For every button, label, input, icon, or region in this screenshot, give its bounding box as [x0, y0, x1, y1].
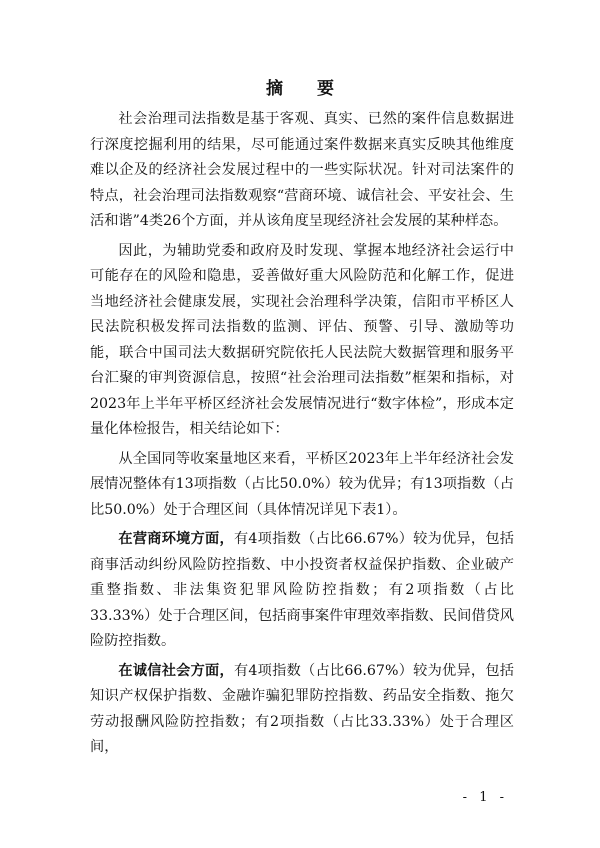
paragraph-3: [90, 447, 514, 524]
page-number: - 1 -: [462, 790, 508, 805]
paragraph-5-text: 有4项指数（占比66.67%）较为优异，包括知识产权保护指数、金融诈骗犯罪防控指数、药品安全指数、拖欠劳动报酬风险防控指数；有2项指数（占比33.33%）处于合理区间，: [90, 662, 514, 755]
paragraph-5: [90, 659, 514, 761]
paragraph-5-lead: 在诚信社会方面，: [118, 662, 234, 679]
paragraph-1-text: 社会治理司法指数是基于客观、真实、已然的案件信息数据进行深度挖掘利用的结果，尽可能通过案件数据来真实反映其他维度难以企及的经济社会发展过程中的一些实际状况。针对司法案件的特点，社会治理司法指数观察“营商环境、诚信社会、平安社会、生活和谐”4类26个方面，并从该角度呈现经济社会发展的某种样态。: [90, 111, 514, 229]
paragraph-1: [90, 107, 514, 235]
paragraph-2-text: 因此，为辅助党委和政府及时发现、掌握本地经济社会运行中可能存在的风险和隐患，妥善做好重大风险防范和化解工作，促进当地经济社会健康发展，实现社会治理科学决策，信阳市平桥区人民法院积极发挥司法指数的监测、评估、预警、引导、激励等功能，联合中国司法大数据研究院依托人民法院大数据管理和服务平台汇聚的审判资源信息，按照“社会治理司法指数”框架和指标，对2023年上半年平桥区经济社会发展情况进行“数字体检”，形成本定量化体检报告，相关结论如下：: [90, 242, 514, 437]
paragraph-4-lead: 在营商环境方面，: [118, 531, 234, 547]
paragraph-2: [90, 239, 514, 443]
page-title: 摘 要: [266, 79, 348, 99]
body-text: [90, 107, 514, 765]
paragraph-4-text: 有4项指数（占比66.67%）较为优异，包括商事活动纠纷风险防控指数、中小投资者权益保护指数、企业破产重整指数、非法集资犯罪风险防控指数；有2项指数（占比33.33%）处于合理区间，包括商事案件审理效率指数、民间借贷风险防控指数。: [90, 531, 514, 649]
paragraph-3-text: 从全国同等收案量地区来看，平桥区2023年上半年经济社会发展情况整体有13项指数（占比50.0%）较为优异；有13项指数（占比50.0%）处于合理区间（具体情况详见下表1）。: [90, 450, 514, 518]
paragraph-4: [90, 527, 514, 655]
